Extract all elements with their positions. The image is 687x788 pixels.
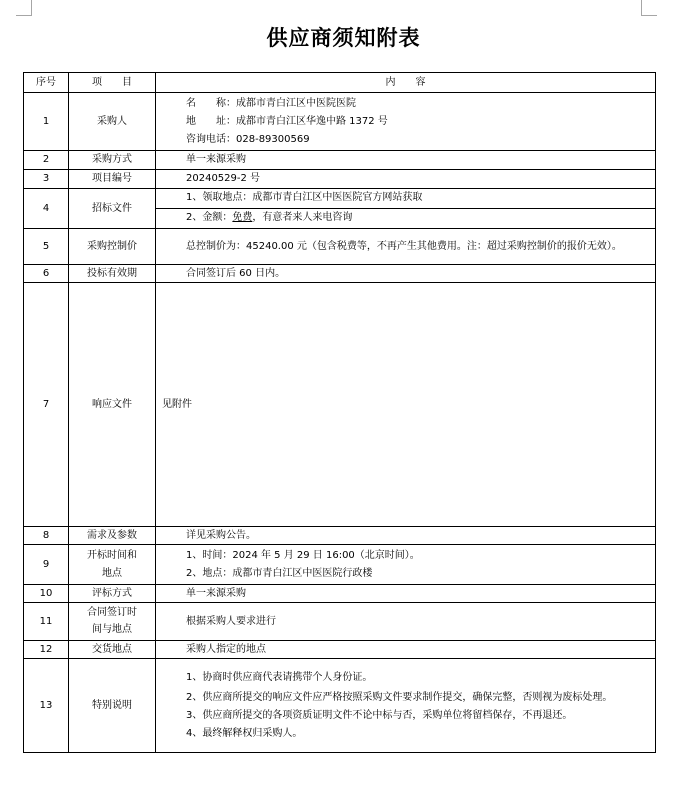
table-row [24,545,656,585]
note-1: 1、协商时供应商代表请携带个人身份证。 [186,671,373,683]
header-content: 内 容 [156,73,656,93]
item-line-2: 间与地点 [92,624,132,635]
row-no: 11 [24,603,69,641]
purchaser-name: 名 称：成都市青白江区中医院医院 [186,97,356,109]
row-item: 项目编号 [69,170,156,189]
item-line-1: 开标时间和 [87,549,137,561]
row-content [156,93,656,151]
table-row [24,283,656,527]
row-content: 合同签订后 60 日内。 [156,265,656,283]
fee-free: 免费 [232,211,253,223]
note-4: 4、最终解释权归采购人。 [186,727,303,739]
opening-time: 1、时间：2024 年 5 月 29 日 16:00（北京时间）。 [186,549,420,561]
table-row [24,265,656,283]
table-header-row [24,73,656,93]
opening-place: 2、地点：成都市青白江区中医医院行政楼 [186,567,373,579]
row-no: 1 [24,93,69,151]
table-row [24,603,656,641]
note-2: 2、供应商所提交的响应文件应严格按照采购文件要求制作提交，确保完整，否则视为废标处理。 [186,691,613,703]
row-content: 见附件 [156,283,656,527]
row-no: 13 [24,659,69,753]
row-item: 投标有效期 [69,265,156,283]
row-no: 2 [24,151,69,170]
table-row [24,229,656,265]
row-no: 6 [24,265,69,283]
row-item [69,545,156,585]
header-no: 序号 [24,73,69,93]
row-no: 9 [24,545,69,585]
row-content: 单一来源采购 [156,151,656,170]
header-item: 项 目 [69,73,156,93]
fee-suffix: ，有意者来人来电咨询 [252,211,353,223]
item-line-1: 合同签订时 [87,607,137,618]
row-content: 20240529-2 号 [156,170,656,189]
document-title: 供应商须知附表 [266,25,421,50]
supplier-notice-table [23,72,656,753]
table-row [24,585,656,603]
purchaser-phone: 咨询电话：028-89300569 [186,133,310,145]
row-no: 4 [24,189,69,229]
row-item [69,603,156,641]
row-content [156,545,656,585]
row-no: 12 [24,641,69,659]
row-item: 评标方式 [69,585,156,603]
note-3: 3、供应商所提交的各项资质证明文件不论中标与否，采购单位将留档保存，不再退还。 [186,709,573,721]
table-row [24,170,656,189]
bid-doc-location: 1、领取地点：成都市青白江区中医医院官方网站获取 [186,191,423,203]
row-item: 特别说明 [69,659,156,753]
fee-prefix: 2、金额： [186,211,233,223]
row-item: 响应文件 [69,283,156,527]
purchaser-address: 地 址：成都市青白江区华逸中路 1372 号 [186,115,388,127]
row-content [156,229,656,265]
row-item: 采购人 [69,93,156,151]
item-line-2: 地点 [102,567,122,579]
row-item: 采购方式 [69,151,156,170]
row-no: 10 [24,585,69,603]
table-row [24,659,656,753]
bid-doc-fee [156,208,655,227]
row-item: 招标文件 [69,189,156,229]
row-no: 7 [24,283,69,527]
table-row [24,641,656,659]
table-row [24,151,656,170]
row-no: 3 [24,170,69,189]
row-item: 需求及参数 [69,527,156,545]
table-row [24,189,656,229]
row-content [156,189,656,229]
control-price-text: 总控制价为：45240.00 元（包含税费等，不再产生其他费用。注：超过采购控制价的报价无效）。 [186,240,622,252]
row-item: 采购控制价 [69,229,156,265]
row-no: 5 [24,229,69,265]
page-corner-mark-right [641,0,657,16]
row-content: 采购人指定的地点 [156,641,656,659]
row-content: 根据采购人要求进行 [156,603,656,641]
row-content: 详见采购公告。 [156,527,656,545]
row-content [156,659,656,753]
row-no: 8 [24,527,69,545]
table-row [24,527,656,545]
table-row [24,93,656,151]
row-content: 单一来源采购 [156,585,656,603]
row-item: 交货地点 [69,641,156,659]
page-corner-mark-left [16,0,32,16]
